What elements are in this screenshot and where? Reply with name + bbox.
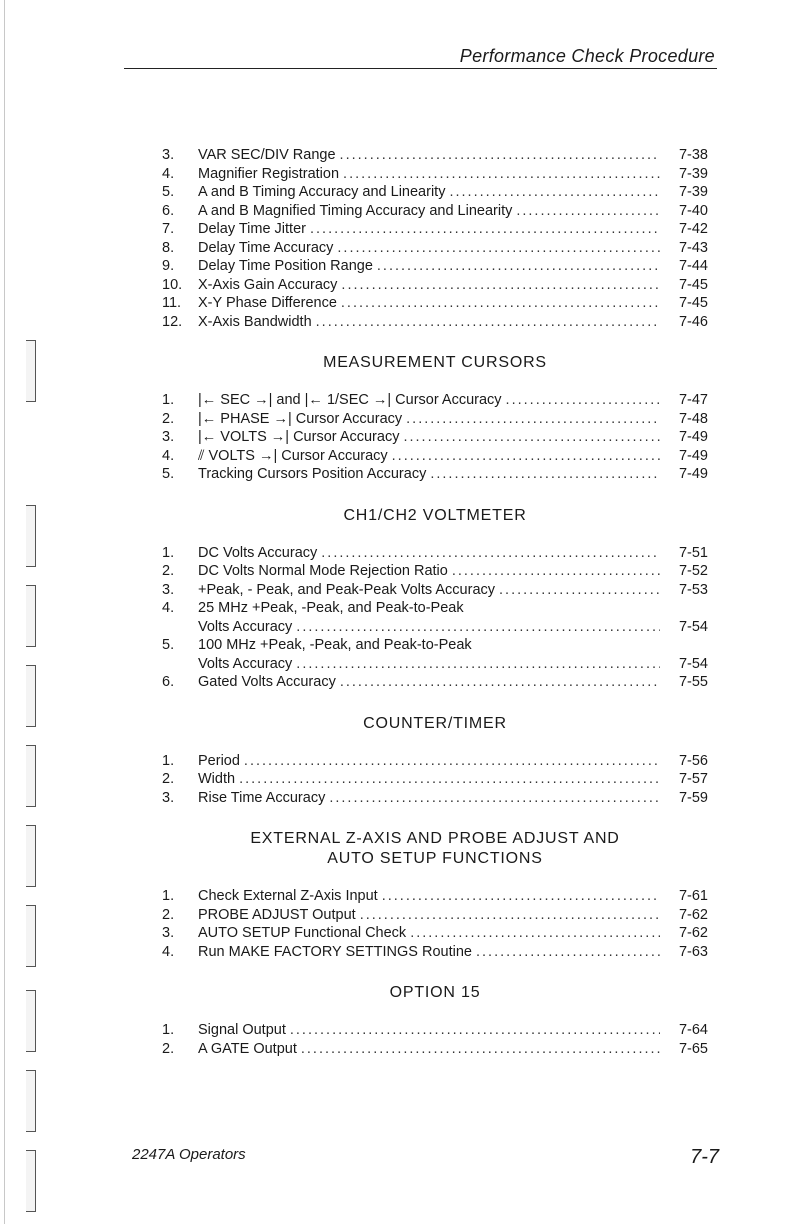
toc-entry-page: 7-61 bbox=[678, 888, 708, 904]
toc-entry-title bbox=[198, 391, 664, 410]
toc-entry-text: 100 MHz +Peak, -Peak, and Peak-to-Peak bbox=[198, 637, 472, 653]
toc-entry-text: 25 MHz +Peak, -Peak, and Peak-to-Peak bbox=[198, 600, 464, 616]
toc-entry-number: 4. bbox=[162, 600, 175, 616]
dot-leader bbox=[392, 447, 660, 466]
toc-entry-page: 7-62 bbox=[678, 906, 708, 923]
toc-entry-title bbox=[198, 294, 664, 313]
toc-entry-page: 7-65 bbox=[678, 1040, 708, 1057]
toc-entry[interactable] bbox=[162, 887, 708, 906]
table-of-contents bbox=[162, 146, 708, 1058]
toc-section bbox=[162, 506, 708, 692]
toc-entry[interactable] bbox=[162, 220, 708, 239]
toc-entry-title bbox=[198, 202, 664, 221]
dot-leader bbox=[506, 391, 660, 410]
toc-entry[interactable] bbox=[162, 183, 708, 202]
toc-entry-number: 1. bbox=[162, 544, 175, 561]
toc-entry-number: 10. bbox=[162, 276, 183, 293]
toc-entry-text: X-Axis Gain Accuracy bbox=[198, 276, 338, 293]
dot-leader bbox=[382, 887, 660, 906]
toc-section bbox=[162, 353, 708, 484]
toc-entry[interactable] bbox=[162, 257, 708, 276]
toc-section bbox=[162, 714, 708, 808]
toc-entry-title bbox=[198, 1040, 664, 1059]
toc-entry-page: 7-62 bbox=[678, 925, 708, 941]
toc-entry-title bbox=[198, 239, 664, 258]
toc-entry[interactable] bbox=[162, 447, 708, 466]
toc-entry-title bbox=[198, 428, 664, 447]
dot-leader bbox=[406, 410, 660, 429]
toc-entry-text: Magnifier Registration bbox=[198, 165, 340, 182]
toc-entry-page: 7-43 bbox=[678, 239, 708, 256]
toc-entry[interactable] bbox=[162, 906, 708, 925]
toc-entry-page: 7-55 bbox=[678, 674, 708, 690]
section-heading-line: EXTERNAL Z-AXIS AND PROBE ADJUST AND bbox=[250, 830, 620, 847]
binding-tab bbox=[26, 825, 36, 887]
toc-entry-title bbox=[198, 770, 664, 789]
toc-entry-title bbox=[198, 655, 664, 674]
binding-tab bbox=[26, 905, 36, 967]
dot-leader bbox=[296, 655, 660, 674]
toc-entry-number: 2. bbox=[162, 771, 175, 787]
toc-entry-page: 7-64 bbox=[678, 1022, 708, 1038]
toc-entry[interactable] bbox=[162, 313, 708, 332]
dot-leader bbox=[296, 618, 660, 637]
toc-entry[interactable] bbox=[162, 562, 708, 581]
dot-leader bbox=[343, 165, 660, 184]
toc-entry-text: AUTO SETUP Functional Check bbox=[198, 925, 407, 941]
dot-leader bbox=[341, 294, 660, 313]
dot-leader bbox=[341, 276, 660, 295]
toc-entry-title bbox=[198, 562, 664, 581]
toc-entry-text: |← SEC →| and |← 1/SEC →| Cursor Accuracy bbox=[198, 392, 502, 408]
binding-tab bbox=[26, 340, 36, 402]
toc-entry-text: Rise Time Accuracy bbox=[198, 789, 326, 806]
toc-entry[interactable] bbox=[162, 276, 708, 295]
toc-entry-number: 1. bbox=[162, 1022, 175, 1038]
toc-entry-text: Check External Z-Axis Input bbox=[198, 888, 378, 904]
toc-entry-text: A GATE Output bbox=[198, 1040, 297, 1057]
toc-entry-number: 3. bbox=[162, 925, 175, 941]
toc-entry[interactable] bbox=[162, 673, 708, 692]
toc-entry-page: 7-45 bbox=[678, 295, 708, 311]
toc-entry-text: Delay Time Jitter bbox=[198, 221, 306, 237]
dot-leader bbox=[360, 906, 660, 925]
toc-entry-page: 7-45 bbox=[678, 276, 708, 293]
dot-leader bbox=[403, 428, 660, 447]
section-heading bbox=[162, 829, 708, 869]
toc-entry-number: 4. bbox=[162, 165, 175, 182]
toc-entry-title bbox=[198, 410, 664, 429]
toc-entry-page: 7-49 bbox=[678, 429, 708, 445]
toc-entry-number: 2. bbox=[162, 1040, 175, 1057]
section-heading-line: AUTO SETUP FUNCTIONS bbox=[327, 850, 543, 867]
toc-entry-number: 4. bbox=[162, 943, 175, 960]
toc-entry-page: 7-49 bbox=[678, 466, 708, 482]
section-heading-line: CH1/CH2 VOLTMETER bbox=[343, 506, 527, 524]
toc-entry-text: Signal Output bbox=[198, 1022, 286, 1038]
dot-leader bbox=[452, 562, 660, 581]
toc-entry[interactable] bbox=[162, 391, 708, 410]
toc-entry-number: 3. bbox=[162, 147, 175, 163]
toc-entry-first-line bbox=[162, 599, 708, 618]
toc-entry-text: Delay Time Position Range bbox=[198, 258, 373, 274]
binding-tab bbox=[26, 665, 36, 727]
toc-entry-text: |← PHASE →| Cursor Accuracy bbox=[198, 410, 403, 427]
binding-tab bbox=[26, 990, 36, 1052]
toc-entry-number: 12. bbox=[162, 313, 183, 330]
dot-leader bbox=[340, 673, 660, 692]
toc-entry-title bbox=[198, 752, 664, 771]
toc-entry-title bbox=[198, 924, 664, 943]
toc-entry[interactable] bbox=[162, 752, 708, 771]
section-heading-line: OPTION 15 bbox=[389, 984, 481, 1001]
toc-entry-text: DC Volts Accuracy bbox=[198, 544, 318, 561]
dot-leader bbox=[337, 239, 660, 258]
toc-entry-page: 7-59 bbox=[678, 789, 708, 806]
binding-line bbox=[4, 0, 5, 1224]
toc-entry-text: Period bbox=[198, 752, 240, 769]
toc-entry-title bbox=[198, 1021, 664, 1040]
dot-leader bbox=[410, 924, 660, 943]
dot-leader bbox=[476, 943, 660, 962]
toc-entry-page: 7-52 bbox=[678, 563, 708, 579]
toc-entry-page: 7-47 bbox=[678, 392, 708, 408]
toc-entry-text: X-Axis Bandwidth bbox=[198, 313, 312, 330]
toc-entry[interactable] bbox=[162, 465, 708, 484]
toc-entry-text: PROBE ADJUST Output bbox=[198, 906, 356, 923]
toc-entry-number: 5. bbox=[162, 184, 175, 200]
toc-entry-title bbox=[198, 313, 664, 332]
toc-entry[interactable] bbox=[162, 581, 708, 600]
toc-entry[interactable] bbox=[162, 410, 708, 429]
toc-entry-text: Volts Accuracy bbox=[198, 618, 293, 635]
toc-entry-number: 1. bbox=[162, 392, 175, 408]
toc-entry-text: +Peak, - Peak, and Peak-Peak Volts Accuracy bbox=[198, 581, 496, 598]
toc-entry-title bbox=[198, 165, 664, 184]
toc-section bbox=[162, 983, 708, 1058]
toc-entry-number: 3. bbox=[162, 789, 175, 806]
toc-entry-number: 3. bbox=[162, 581, 175, 598]
dot-leader bbox=[377, 257, 660, 276]
dot-leader bbox=[430, 465, 660, 484]
toc-entry[interactable] bbox=[162, 618, 708, 637]
toc-entry-number: 5. bbox=[162, 466, 175, 482]
toc-entry-number: 1. bbox=[162, 752, 175, 769]
dot-leader bbox=[244, 752, 660, 771]
toc-entry-text: A and B Magnified Timing Accuracy and Linearity bbox=[198, 202, 513, 219]
toc-entry-page: 7-54 bbox=[678, 618, 708, 635]
page-header-title: Performance Check Procedure bbox=[459, 46, 715, 66]
toc-entry-text: VAR SEC/DIV Range bbox=[198, 147, 336, 163]
dot-leader bbox=[516, 202, 660, 221]
dot-leader bbox=[239, 770, 660, 789]
toc-entry-number: 8. bbox=[162, 239, 175, 256]
toc-entry-text: Gated Volts Accuracy bbox=[198, 674, 336, 690]
toc-entry-title bbox=[198, 887, 664, 906]
toc-entry-number: 6. bbox=[162, 674, 175, 690]
toc-entry-number: 6. bbox=[162, 202, 175, 219]
section-heading-line: MEASUREMENT CURSORS bbox=[323, 354, 547, 371]
toc-entry-number: 5. bbox=[162, 637, 175, 653]
toc-entry-number: 9. bbox=[162, 258, 175, 274]
toc-entry-text: Width bbox=[198, 771, 236, 787]
toc-entry-number: 2. bbox=[162, 563, 175, 579]
binding-tab bbox=[26, 505, 36, 567]
toc-entry-title bbox=[198, 906, 664, 925]
section-heading bbox=[162, 714, 708, 734]
toc-entry-page: 7-46 bbox=[678, 313, 708, 330]
page-binding-edge bbox=[0, 0, 46, 1224]
toc-entry-title bbox=[198, 465, 664, 484]
toc-entry-title bbox=[198, 146, 664, 165]
dot-leader bbox=[321, 544, 660, 563]
toc-entry-number: 4. bbox=[162, 447, 175, 464]
toc-entry[interactable] bbox=[162, 655, 708, 674]
toc-entry-text: X-Y Phase Difference bbox=[198, 295, 337, 311]
toc-entry-number: 1. bbox=[162, 888, 175, 904]
toc-entry[interactable] bbox=[162, 239, 708, 258]
toc-entry-text: Run MAKE FACTORY SETTINGS Routine bbox=[198, 943, 472, 960]
toc-entry-title bbox=[198, 618, 664, 637]
toc-entry-page: 7-53 bbox=[678, 581, 708, 598]
toc-entry-page: 7-57 bbox=[678, 771, 708, 787]
toc-entry[interactable] bbox=[162, 202, 708, 221]
dot-leader bbox=[301, 1040, 660, 1059]
toc-entry[interactable] bbox=[162, 1021, 708, 1040]
dot-leader bbox=[499, 581, 660, 600]
toc-entry-text: |← VOLTS →| Cursor Accuracy bbox=[198, 429, 400, 445]
section-heading-line: COUNTER/TIMER bbox=[363, 714, 507, 732]
toc-section bbox=[162, 146, 708, 331]
toc-entry-title bbox=[198, 257, 664, 276]
toc-entry-number: 7. bbox=[162, 221, 175, 237]
toc-entry-first-line bbox=[162, 636, 708, 655]
toc-entry-title bbox=[198, 673, 664, 692]
toc-entry[interactable] bbox=[162, 294, 708, 313]
footer-manual-title: 2247A Operators bbox=[132, 1146, 246, 1163]
toc-entry-number: 2. bbox=[162, 410, 175, 427]
dot-leader bbox=[290, 1021, 660, 1040]
toc-entry[interactable] bbox=[162, 1040, 708, 1059]
toc-entry-title bbox=[198, 183, 664, 202]
toc-entry[interactable] bbox=[162, 943, 708, 962]
section-heading bbox=[162, 506, 708, 526]
footer-page-number: 7-7 bbox=[690, 1146, 719, 1168]
toc-entry-number: 11. bbox=[162, 295, 182, 311]
section-heading bbox=[162, 353, 708, 373]
toc-entry[interactable] bbox=[162, 789, 708, 808]
dot-leader bbox=[329, 789, 660, 808]
toc-entry-page: 7-56 bbox=[678, 752, 708, 769]
dot-leader bbox=[340, 146, 660, 165]
toc-entry-title bbox=[198, 276, 664, 295]
toc-entry-page: 7-39 bbox=[678, 165, 708, 182]
toc-entry-title bbox=[198, 943, 664, 962]
toc-entry-page: 7-51 bbox=[678, 544, 708, 561]
toc-entry-text: Volts Accuracy bbox=[198, 655, 293, 672]
toc-entry[interactable] bbox=[162, 770, 708, 789]
toc-entry-text: Tracking Cursors Position Accuracy bbox=[198, 466, 427, 482]
toc-entry-number: 2. bbox=[162, 906, 175, 923]
toc-entry[interactable] bbox=[162, 544, 708, 563]
dot-leader bbox=[310, 220, 660, 239]
toc-entry-page: 7-49 bbox=[678, 447, 708, 464]
toc-entry-title bbox=[198, 581, 664, 600]
toc-entry-text: ⫽ VOLTS →| Cursor Accuracy bbox=[198, 447, 388, 464]
toc-entry-title bbox=[198, 544, 664, 563]
toc-entry-text: DC Volts Normal Mode Rejection Ratio bbox=[198, 563, 448, 579]
dot-leader bbox=[316, 313, 660, 332]
toc-entry[interactable] bbox=[162, 428, 708, 447]
toc-entry-page: 7-54 bbox=[678, 655, 708, 672]
toc-entry-page: 7-63 bbox=[678, 943, 708, 960]
toc-entry[interactable] bbox=[162, 146, 708, 165]
section-heading bbox=[162, 983, 708, 1003]
toc-entry[interactable] bbox=[162, 924, 708, 943]
toc-entry-page: 7-48 bbox=[678, 410, 708, 427]
binding-tab bbox=[26, 585, 36, 647]
binding-tab bbox=[26, 1070, 36, 1132]
dot-leader bbox=[449, 183, 660, 202]
binding-tab bbox=[26, 1150, 36, 1212]
toc-entry-title bbox=[198, 447, 664, 466]
toc-entry-page: 7-38 bbox=[678, 147, 708, 163]
binding-tab bbox=[26, 745, 36, 807]
toc-entry[interactable] bbox=[162, 165, 708, 184]
toc-entry-page: 7-39 bbox=[678, 184, 708, 200]
toc-entry-page: 7-40 bbox=[678, 202, 708, 219]
toc-entry-title bbox=[198, 789, 664, 808]
toc-entry-number: 3. bbox=[162, 429, 175, 445]
toc-entry-page: 7-42 bbox=[678, 221, 708, 237]
toc-entry-text: A and B Timing Accuracy and Linearity bbox=[198, 184, 446, 200]
toc-entry-title bbox=[198, 220, 664, 239]
toc-entry-page: 7-44 bbox=[678, 258, 708, 274]
header-rule bbox=[124, 68, 717, 69]
toc-entry-text: Delay Time Accuracy bbox=[198, 239, 334, 256]
toc-section bbox=[162, 829, 708, 961]
